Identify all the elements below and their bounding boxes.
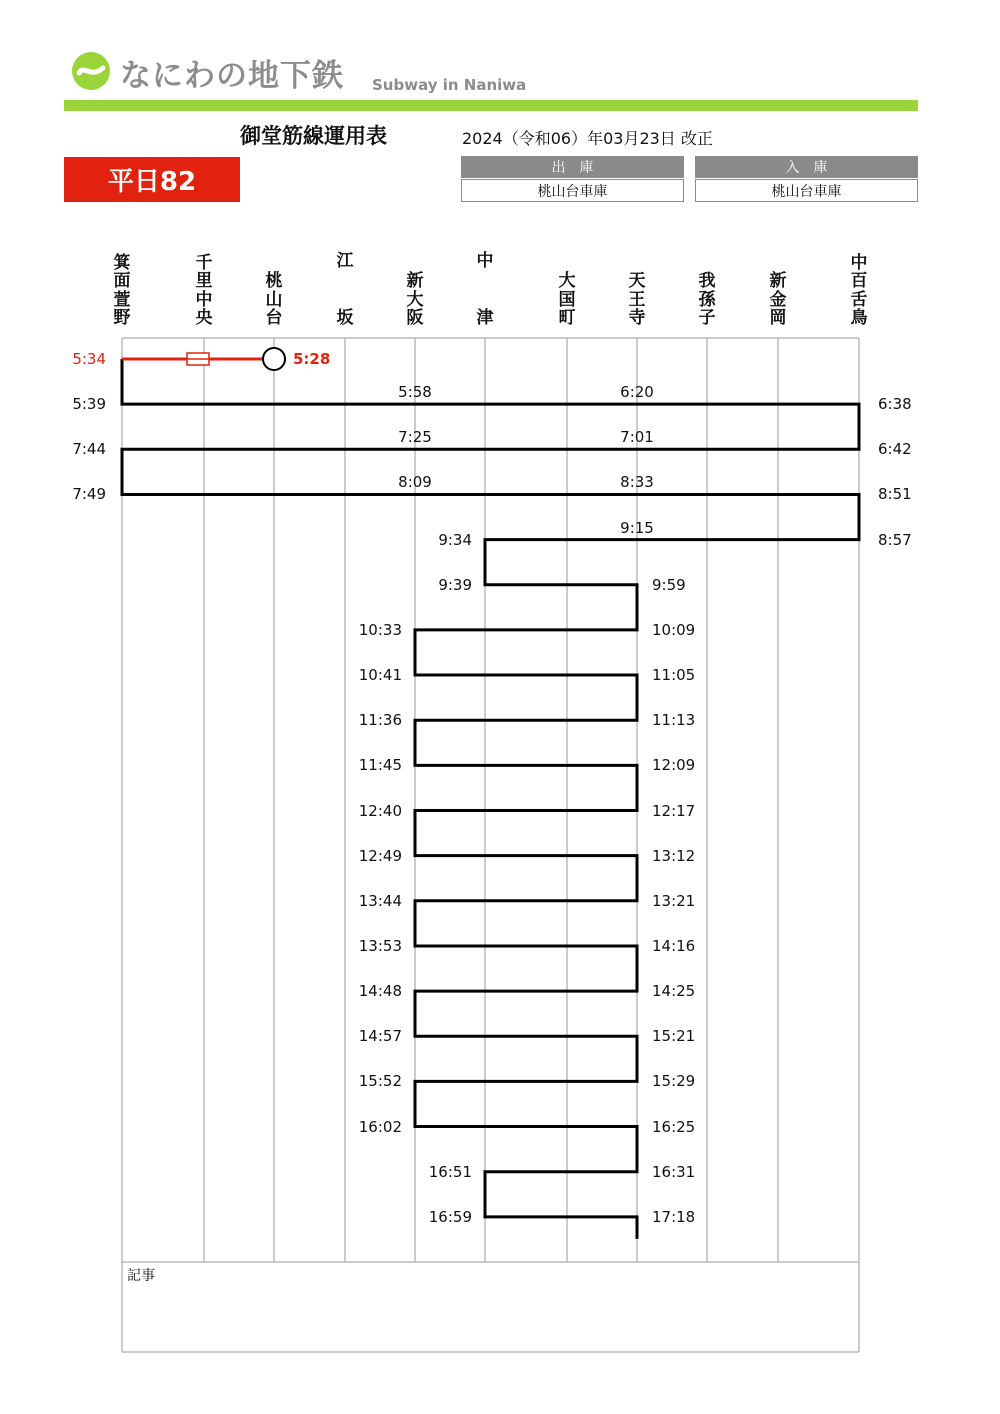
station-header-char: 央 (195, 308, 213, 329)
station-header-char: 中 (850, 252, 868, 273)
brand-subtitle: Subway in Naniwa (372, 76, 527, 94)
station-header-char: 子 (698, 308, 716, 329)
route-polyline (122, 359, 859, 1239)
station-header-char: 萱 (113, 289, 131, 310)
arrival-time: 16:25 (652, 1117, 696, 1136)
via-time: 6:20 (620, 383, 654, 402)
via-time: 7:25 (398, 428, 432, 447)
station-header-char: 千 (195, 252, 213, 273)
departure-time: 12:17 (652, 801, 696, 820)
arrival-time: 13:12 (652, 846, 696, 865)
departure-time: 11:13 (652, 711, 696, 730)
station-grid (122, 338, 859, 1352)
station-header-char: 舌 (850, 289, 868, 310)
arrival-time: 11:05 (652, 666, 696, 685)
arrival-time: 14:16 (652, 936, 696, 955)
via-time: 5:58 (398, 383, 432, 402)
station-header-char: 山 (265, 289, 283, 310)
arrival-time: 15:21 (652, 1027, 696, 1046)
station-header-char: 台 (265, 308, 283, 329)
station-header-char: 大 (558, 271, 576, 292)
revision-date: 2024（令和06）年03月23日 改正 (462, 129, 713, 148)
memo-label: 記事 (127, 1268, 155, 1284)
arrival-depot-header: 入庫 (695, 156, 918, 178)
departure-time: 5:39 (72, 395, 106, 414)
station-header-char: 我 (698, 271, 716, 292)
arrival-time: 11:36 (358, 711, 402, 730)
via-time: 7:01 (620, 428, 654, 447)
arrival-time: 7:44 (72, 440, 106, 459)
arrival-depot-value: 桃山台車庫 (695, 179, 918, 202)
via-time: 8:09 (398, 473, 432, 492)
station-header-char: 天 (628, 271, 646, 292)
arrival-time: 12:09 (652, 756, 696, 775)
departure-depot-header: 出庫 (461, 156, 684, 178)
departure-time: 7:49 (72, 485, 106, 504)
arrival-time: 17:18 (652, 1207, 696, 1226)
station-header-char: 新 (406, 271, 424, 292)
departure-time: 10:09 (652, 620, 696, 639)
departure-time: 16:59 (428, 1207, 472, 1226)
departure-depot-value: 桃山台車庫 (461, 179, 684, 202)
departure-time: 14:25 (652, 982, 696, 1001)
station-header-char: 中 (476, 251, 494, 271)
station-header-char: 金 (769, 289, 787, 310)
departure-time: 16:31 (652, 1162, 696, 1181)
departure-time: 14:57 (358, 1027, 402, 1046)
deadhead-depart-time: 5:28 (293, 350, 331, 368)
via-time: 8:33 (620, 473, 654, 492)
station-header-char: 津 (476, 308, 494, 329)
via-time: 9:15 (620, 518, 654, 537)
departure-time: 15:29 (652, 1072, 696, 1091)
station-header-char: 江 (336, 251, 354, 271)
departure-time: 11:45 (358, 756, 402, 775)
station-header-char: 百 (850, 271, 868, 292)
station-header-char: 里 (195, 271, 213, 292)
station-header-char: 孫 (698, 289, 716, 310)
depot-start-circle-icon (263, 348, 285, 370)
document-title: 御堂筋線運用表 (240, 124, 387, 148)
station-header-char: 坂 (336, 308, 354, 329)
station-header-char: 町 (558, 308, 576, 329)
station-header-char: 岡 (769, 308, 787, 329)
station-header-char: 新 (769, 271, 787, 292)
departure-time: 10:41 (358, 666, 402, 685)
departure-time: 6:42 (878, 440, 912, 459)
route-path (122, 359, 859, 1239)
arrival-time: 14:48 (358, 982, 402, 1001)
arrival-time: 9:59 (652, 575, 686, 594)
station-header-char: 鳥 (850, 308, 868, 329)
departure-time: 12:49 (358, 846, 402, 865)
station-header-char: 阪 (406, 308, 424, 329)
run-number-badge: 平日82 (64, 157, 240, 202)
departure-time: 13:53 (358, 936, 402, 955)
arrival-time: 15:52 (358, 1072, 402, 1091)
station-header-char: 国 (558, 289, 576, 310)
station-header-char: 箕 (113, 252, 131, 273)
station-header-char: 野 (113, 308, 131, 329)
arrival-time: 10:33 (358, 620, 402, 639)
deadhead-arrive-time: 5:34 (72, 350, 106, 368)
arrival-time: 13:44 (358, 891, 402, 910)
arrival-time: 9:34 (438, 530, 472, 549)
departure-time: 9:39 (438, 575, 472, 594)
station-header-char: 中 (195, 289, 213, 310)
station-header-char: 大 (406, 289, 424, 310)
station-header-char: 王 (628, 289, 646, 310)
arrival-time: 12:40 (358, 801, 402, 820)
brand-name: なにわの地下鉄 (120, 58, 344, 94)
arrival-time: 8:51 (878, 485, 912, 504)
station-header-char: 桃 (265, 271, 283, 292)
station-header-char: 寺 (628, 308, 646, 329)
arrival-time: 16:51 (428, 1162, 472, 1181)
arrival-time: 6:38 (878, 395, 912, 414)
departure-time: 8:57 (878, 530, 912, 549)
departure-time: 16:02 (358, 1117, 402, 1136)
departure-time: 13:21 (652, 891, 696, 910)
station-header-char: 面 (113, 271, 131, 292)
